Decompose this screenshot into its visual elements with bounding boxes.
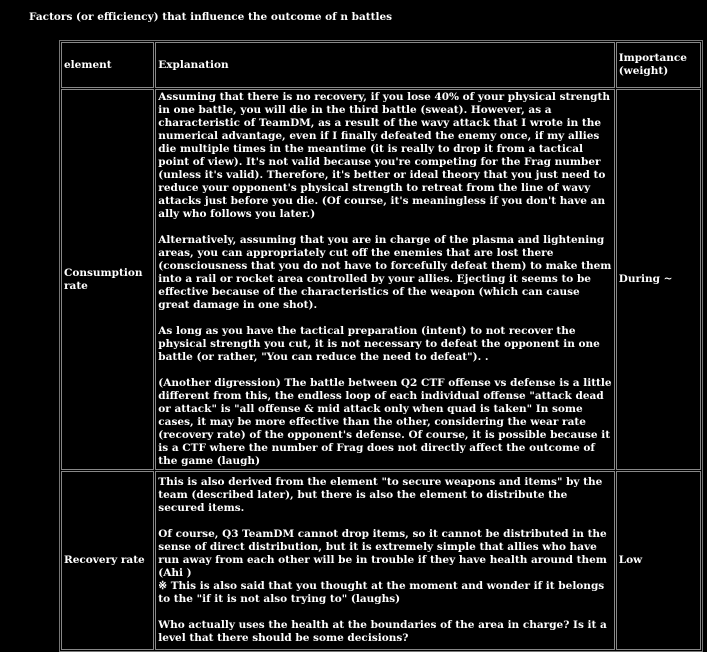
page-title: Factors (or efficiency) that influence the outcome of n battles xyxy=(29,11,393,23)
explanation-paragraph: Of course, Q3 TeamDM cannot drop items, so it cannot be distributed in the sense of direct distribution, but it is extremely simple that allies who have run away from each other will be in trouble if they have health around them (Ahi ) ※ This is also said that you thought at the moment and wonder if it belongs to the "if it is not also trying to" (laughs) xyxy=(158,528,607,605)
explanation-paragraph: This is also derived from the element "to secure weapons and items" by the team (described later), but there is also the element to distribute the secured items. xyxy=(158,476,603,514)
header-explanation: Explanation xyxy=(155,42,614,88)
importance-cell: Low xyxy=(616,471,701,650)
factors-table xyxy=(59,40,703,652)
explanation-paragraph: Alternatively, assuming that you are in charge of the plasma and lightening areas, you can appropriately cut off the enemies that are lost there (consciousness that you do not have to forcefully defeat them) to make them into a rail or rocket area controlled by your allies. Ejecting it seems to be effective because of the characteristics of the weapon (which can cause great damage in one shot). xyxy=(158,234,612,311)
explanation-paragraph: Assuming that there is no recovery, if you lose 40% of your physical strength in one battle, you will die in the third battle (sweat). However, as a characteristic of TeamDM, as a result of the wavy attack that I wrote in the numerical advantage, even if I finally defeated the enemy once, if my allies die multiple times in the meantime (it is really to drop it from a tactical point of view). It's not valid because you're competing for the Frag number (unless it's valid). Therefore, it's better or ideal theory that you just need to reduce your opponent's physical strength to retreat from the line of wavy attacks just before you die. (Of course, it's meaningless if you don't have an ally who follows you later.) xyxy=(158,91,611,220)
importance-cell: During ~ xyxy=(616,89,701,470)
explanation-paragraph: (Another digression) The battle between Q2 CTF offense vs defense is a little different from this, the endless loop of each individual offense "attack dead or attack" is "all offense & mid attack only when quad is taken" In some cases, it may be more effective than the other, considering the wear rate (recovery rate) of the opponent's defense. Of course, it is possible because it is a CTF where the number of Frag does not directly affect the outcome of the game (laugh) xyxy=(158,377,612,467)
explanation-paragraph: Who actually uses the health at the boundaries of the area in charge? Is it a level that there should be some decisions? xyxy=(158,619,607,644)
table-row xyxy=(61,89,701,470)
element-cell: Consumption rate xyxy=(61,89,154,470)
header-element: element xyxy=(61,42,154,88)
element-cell: Recovery rate xyxy=(61,471,154,650)
explanation-cell xyxy=(155,471,614,650)
table-row xyxy=(61,471,701,650)
table-header-row xyxy=(61,42,701,88)
explanation-paragraph: As long as you have the tactical preparation (intent) to not recover the physical strength you cut, it is not necessary to defeat the opponent in one battle (or rather, "You can reduce the need to defeat"). . xyxy=(158,325,600,363)
header-importance: Importance (weight) xyxy=(616,42,701,88)
explanation-cell xyxy=(155,89,614,470)
